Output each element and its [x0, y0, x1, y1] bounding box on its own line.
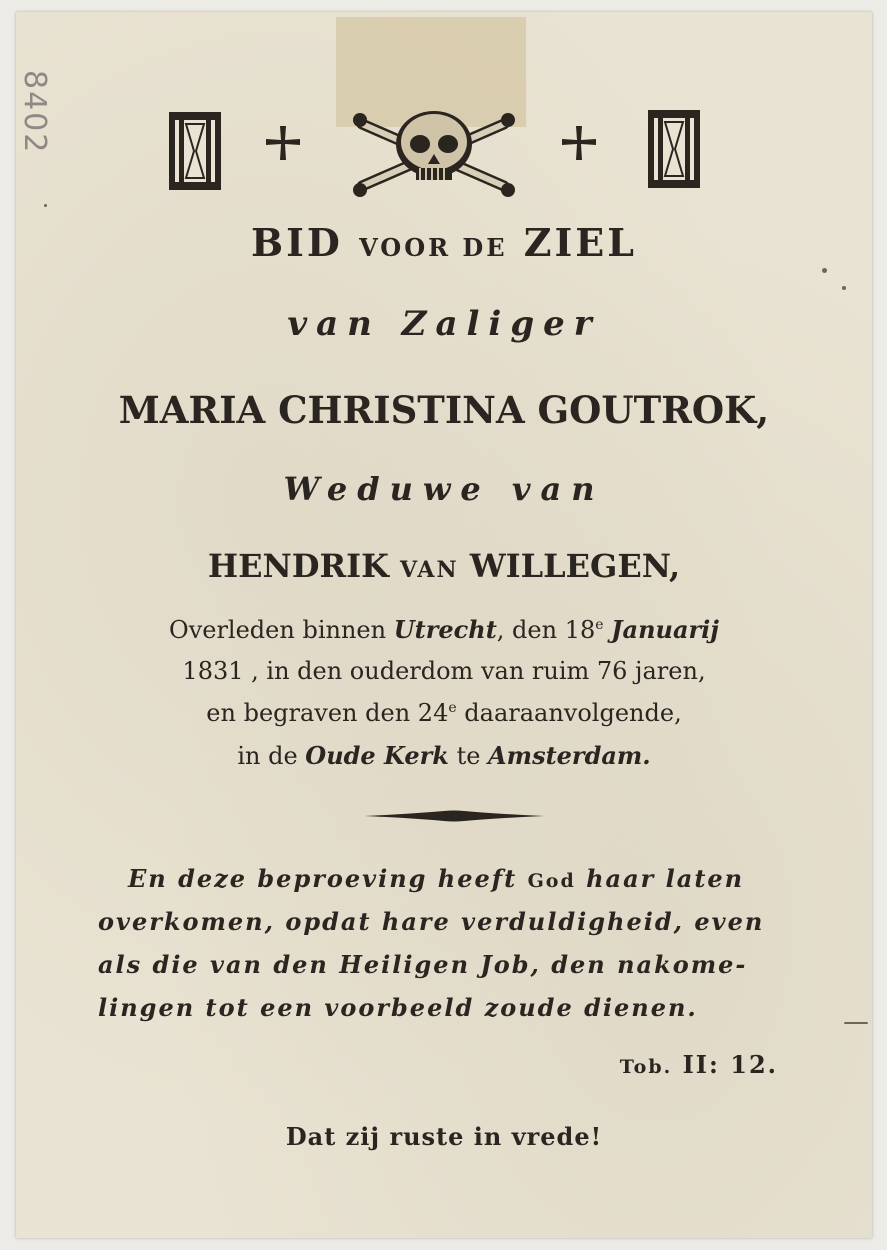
verse-line-1: [128, 864, 744, 893]
verse-god: God: [527, 870, 576, 892]
details-line-4: [16, 741, 872, 770]
heading-voor-de: VOOR DE: [359, 233, 508, 262]
archive-number: 8402: [17, 70, 52, 155]
paper-speck: [842, 286, 846, 290]
weduwe-van: Weduwe van: [283, 470, 605, 508]
heading-ziel: ZIEL: [523, 220, 637, 265]
memorial-ornaments: [16, 104, 872, 204]
cross-icon-right: [562, 126, 596, 160]
hourglass-icon-left: [169, 112, 221, 190]
details-line-2: 1831 , in den ouderdom van ruim 76 jaren,: [182, 657, 706, 685]
ordinal-suffix: e: [595, 617, 604, 633]
paper-speck: [844, 1022, 868, 1024]
husband-last: WILLEGEN,: [469, 547, 681, 585]
reference-book: Tob.: [619, 1056, 673, 1078]
scripture-reference: [620, 1050, 778, 1079]
verse-line-3: als die van den Heiligen Job, den nakome-: [98, 950, 748, 979]
verse-text: En deze beproeving heeft: [128, 864, 528, 893]
details-text: daaraanvolgende,: [456, 699, 682, 727]
reference-chapter-verse: II: 12.: [682, 1050, 778, 1079]
hourglass-icon-right: [648, 110, 700, 188]
verse-line-4: lingen tot een voorbeeld zoude dienen.: [98, 993, 698, 1022]
details-line-3: [16, 699, 872, 727]
details-text: Overleden binnen: [169, 616, 394, 644]
ordinal-suffix: e: [448, 700, 457, 716]
death-place: Utrecht: [393, 615, 497, 644]
ornamental-divider: [364, 808, 544, 824]
details-text: en begraven den 24: [206, 699, 449, 727]
heading-bid: BID: [251, 220, 343, 265]
details-line-1: [16, 615, 872, 644]
paper-speck: [822, 268, 827, 273]
verse-line-2: overkomen, opdat hare verduldigheid, even: [98, 907, 765, 936]
heading: [16, 220, 872, 265]
skull-and-crossbones-icon: [353, 111, 515, 197]
paper-speck: [44, 204, 47, 207]
verse-text: haar laten: [575, 864, 745, 893]
prayer-card: [16, 12, 872, 1238]
burial-church: Oude Kerk: [305, 741, 449, 770]
closing-prayer: Dat zij ruste in vrede!: [285, 1122, 603, 1151]
deceased-name: MARIA CHRISTINA GOUTROK,: [118, 388, 770, 432]
husband-name: [16, 547, 872, 585]
details-text: in de: [237, 742, 306, 770]
husband-van: VAN: [400, 557, 459, 583]
van-zaliger: van Zaliger: [287, 304, 601, 344]
husband-first: HENDRIK: [207, 547, 389, 585]
death-month: Januarij: [611, 615, 719, 644]
details-text: , den 18: [496, 616, 596, 644]
details-text: te: [448, 742, 489, 770]
burial-city: Amsterdam.: [488, 741, 651, 770]
cross-icon-left: [266, 126, 300, 160]
